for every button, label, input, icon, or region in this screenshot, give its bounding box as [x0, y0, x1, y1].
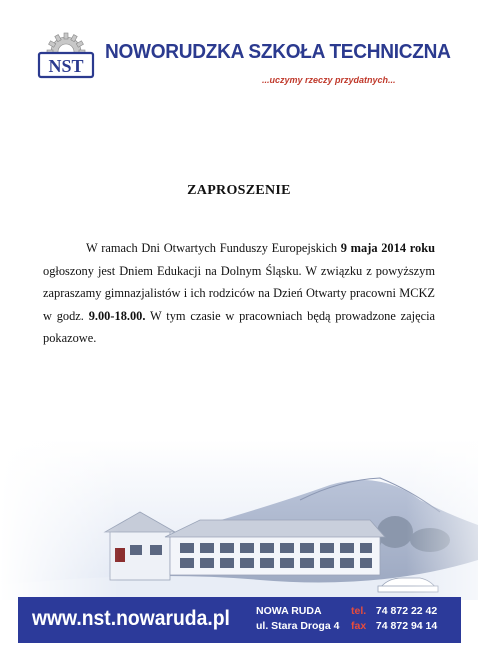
- contact-info: [351, 604, 437, 634]
- body-part-1: W ramach Dni Otwartych Funduszy Europejskich: [86, 241, 341, 255]
- letter-title: ZAPROSZENIE: [187, 183, 291, 198]
- letter-body: [43, 237, 435, 350]
- fax-label: fax: [351, 620, 367, 632]
- city: NOWA RUDA: [256, 605, 322, 617]
- tagline: ...uczymy rzeczy przydatnych...: [262, 75, 396, 85]
- event-hours: 9.00-18.00.: [88, 308, 146, 323]
- street: ul. Stara Droga 4: [256, 620, 340, 632]
- fax-number: 74 872 94 14: [375, 620, 438, 632]
- address: [256, 604, 339, 634]
- organization-name: NOWORUDZKA SZKOŁA TECHNICZNA: [105, 40, 451, 63]
- tel-label: tel.: [351, 605, 367, 617]
- website-link[interactable]: www.nst.nowaruda.pl: [32, 607, 230, 630]
- school-logo: [36, 32, 96, 80]
- body-part-3: W tym czasie w pracowniach będą prowadzone zajęcia pokazowe.: [43, 308, 436, 345]
- event-date: 9 maja 2014 roku: [340, 241, 435, 255]
- school-building-image: [0, 440, 478, 600]
- footer-bar: [18, 597, 461, 643]
- logo-text: NST: [48, 56, 84, 76]
- phone-number: 74 872 22 42: [375, 605, 438, 617]
- body-part-2: ogłoszony jest Dniem Edukacji na Dolnym Śląsku. W związku z powyższym zapraszamy gimnazjalistów i ich rodziców na Dzień Otwarty pracowni MCKZ w godz.: [43, 263, 435, 323]
